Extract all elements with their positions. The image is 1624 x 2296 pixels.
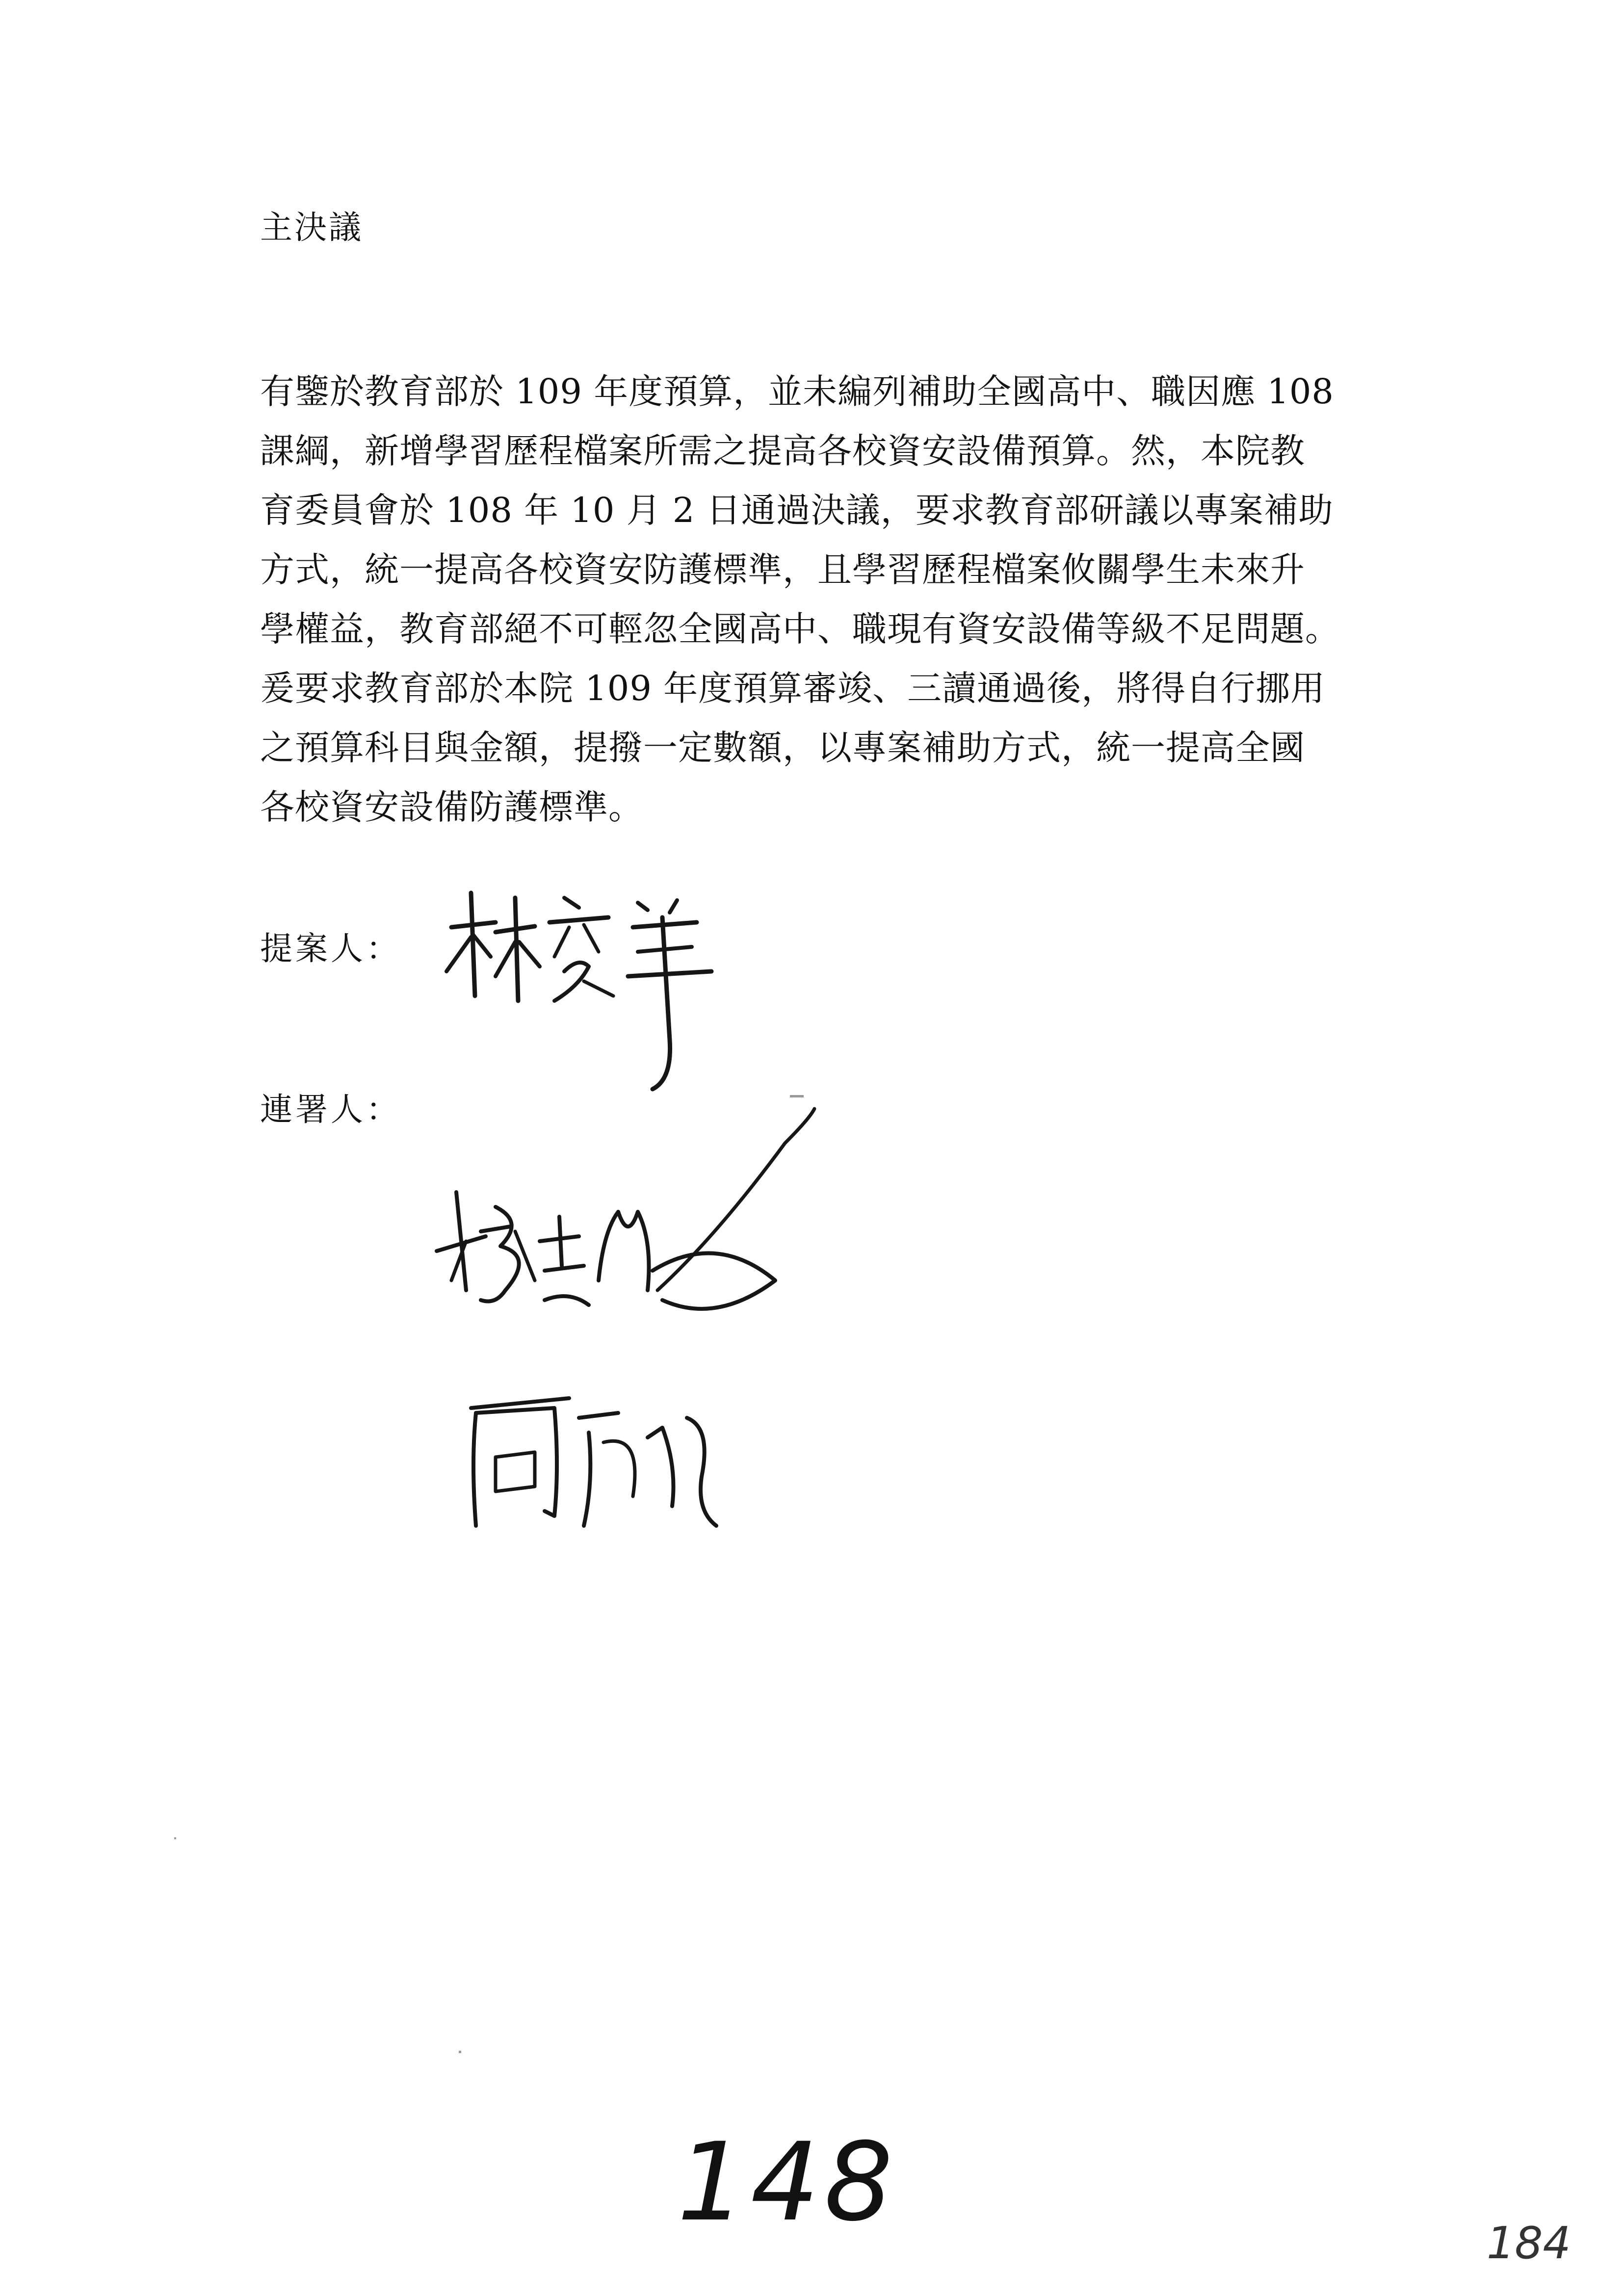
scan-speck	[459, 2051, 461, 2053]
handwritten-page-number: 148	[677, 2119, 898, 2245]
body-line: 課綱，新增學習歷程檔案所需之提高各校資安設備預算。然，本院教	[260, 431, 1305, 471]
handwritten-corner-number: 184	[1487, 2218, 1571, 2269]
body-line: 育委員會於 108 年 10 月 2 日通過決議，要求教育部研議以專案補助	[260, 490, 1334, 530]
cosigner-signature-1	[422, 1094, 937, 1369]
scan-speck	[174, 1837, 176, 1839]
motion-heading: 主決議	[260, 209, 363, 246]
body-line: 方式，統一提高各校資安防護標準，且學習歷程檔案攸關學生未來升	[260, 549, 1305, 590]
motion-body	[260, 362, 1388, 837]
cosigner-signature-2	[456, 1369, 751, 1545]
body-line: 之預算科目與金額，提撥一定數額，以專案補助方式，統一提高全國	[260, 728, 1305, 768]
body-line: 學權益，教育部絕不可輕忽全國高中、職現有資安設備等級不足問題。	[260, 609, 1340, 649]
proposer-label: 提案人：	[260, 930, 401, 967]
body-line: 爰要求教育部於本院 109 年度預算審竣、三讀通過後，將得自行挪用	[260, 668, 1326, 708]
body-line: 各校資安設備防護標準。	[260, 787, 643, 827]
body-line: 有鑒於教育部於 109 年度預算，並未編列補助全國高中、職因應 108	[260, 371, 1334, 412]
cosigner-label: 連署人：	[260, 1091, 401, 1128]
scan-speck	[790, 1095, 804, 1097]
proposer-signature	[422, 873, 765, 1099]
